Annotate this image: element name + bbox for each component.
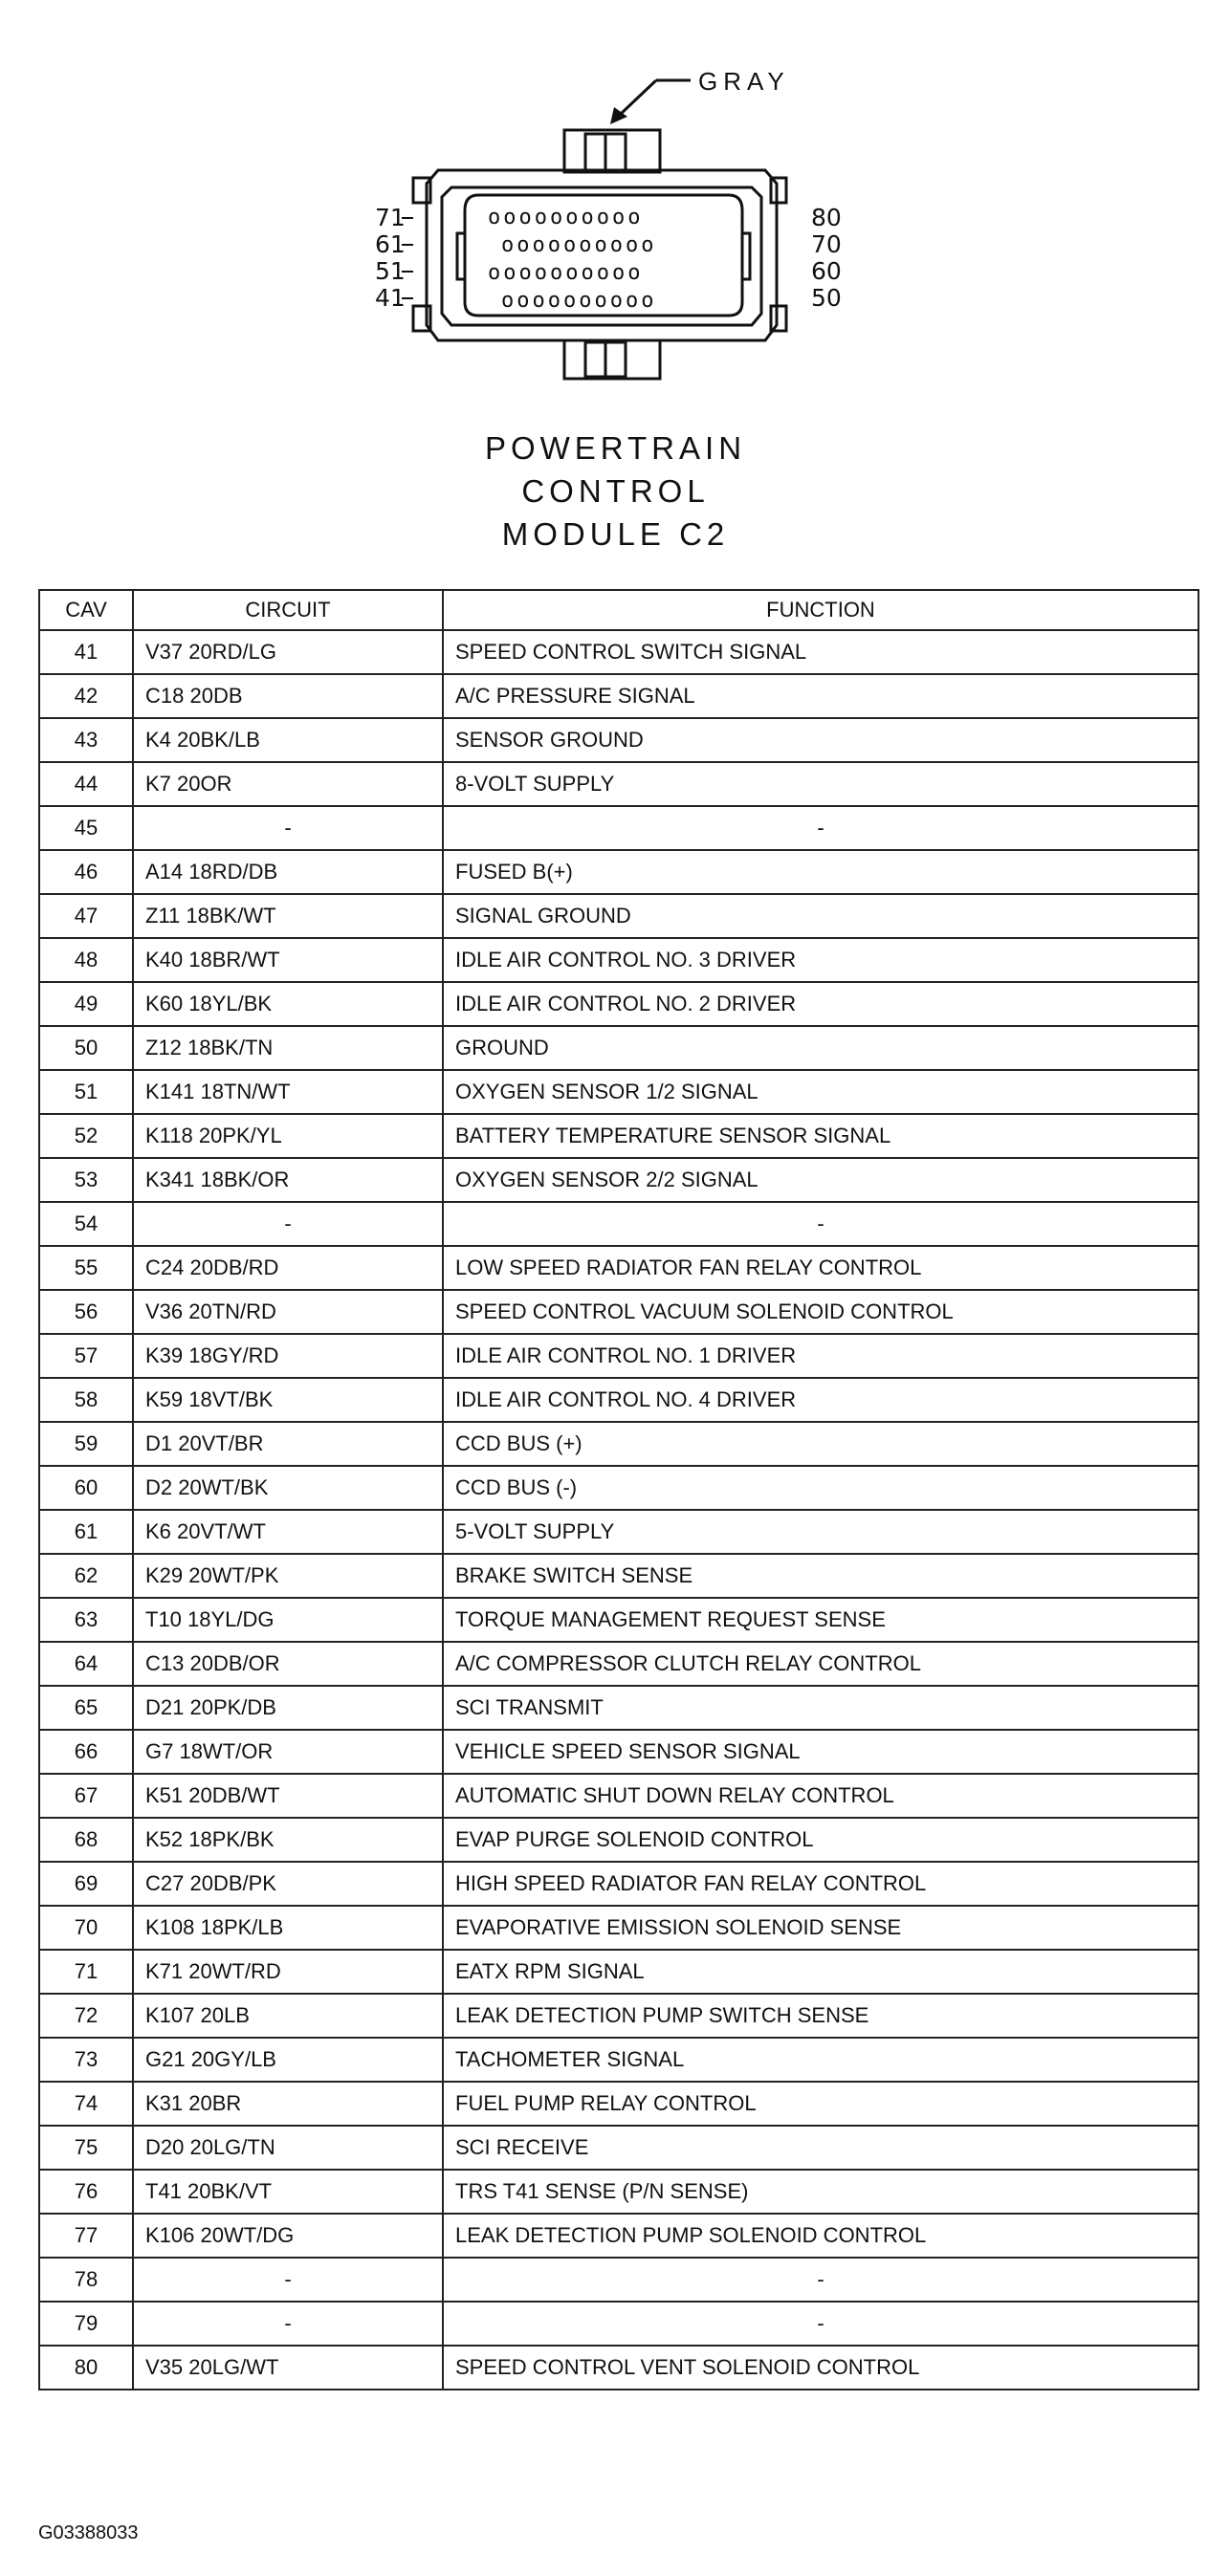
- circuit-cell: K7 20OR: [133, 762, 443, 806]
- cav-cell: 67: [39, 1774, 133, 1818]
- title-line: CONTROL: [521, 473, 710, 509]
- cav-cell: 61: [39, 1510, 133, 1554]
- circuit-cell: T10 18YL/DG: [133, 1598, 443, 1642]
- function-cell: TRS T41 SENSE (P/N SENSE): [443, 2170, 1198, 2214]
- function-cell: CCD BUS (+): [443, 1422, 1198, 1466]
- cav-cell: 51: [39, 1070, 133, 1114]
- cav-cell: 48: [39, 938, 133, 982]
- header-cav: CAV: [39, 590, 133, 630]
- function-cell: BATTERY TEMPERATURE SENSOR SIGNAL: [443, 1114, 1198, 1158]
- cav-cell: 79: [39, 2302, 133, 2346]
- circuit-cell: K4 20BK/LB: [133, 718, 443, 762]
- circuit-cell: D1 20VT/BR: [133, 1422, 443, 1466]
- cav-cell: 41: [39, 630, 133, 674]
- circuit-cell: -: [133, 2258, 443, 2302]
- table-row: [39, 982, 1198, 1026]
- pin-label-left: 61: [375, 230, 406, 258]
- circuit-cell: -: [133, 806, 443, 850]
- cav-cell: 58: [39, 1378, 133, 1422]
- pin-row-71-80: oooooooooo: [488, 206, 644, 229]
- table-row: [39, 2214, 1198, 2258]
- table-row: [39, 1730, 1198, 1774]
- function-cell: FUSED B(+): [443, 850, 1198, 894]
- circuit-cell: K31 20BR: [133, 2082, 443, 2126]
- table-row: [39, 2126, 1198, 2170]
- color-label: GRAY: [698, 67, 790, 96]
- cav-cell: 76: [39, 2170, 133, 2214]
- table-row: [39, 1642, 1198, 1686]
- circuit-cell: -: [133, 1202, 443, 1246]
- cav-cell: 74: [39, 2082, 133, 2126]
- cav-cell: 69: [39, 1862, 133, 1906]
- pin-row-61-70: oooooooooo: [501, 233, 657, 257]
- table-row: [39, 674, 1198, 718]
- table-row: [39, 1862, 1198, 1906]
- cav-cell: 43: [39, 718, 133, 762]
- circuit-cell: G7 18WT/OR: [133, 1730, 443, 1774]
- function-cell: CCD BUS (-): [443, 1466, 1198, 1510]
- function-cell: -: [443, 2302, 1198, 2346]
- circuit-cell: T41 20BK/VT: [133, 2170, 443, 2214]
- function-cell: TACHOMETER SIGNAL: [443, 2038, 1198, 2082]
- function-cell: BRAKE SWITCH SENSE: [443, 1554, 1198, 1598]
- function-cell: SPEED CONTROL SWITCH SIGNAL: [443, 630, 1198, 674]
- table-row: [39, 806, 1198, 850]
- circuit-cell: K39 18GY/RD: [133, 1334, 443, 1378]
- table-row: [39, 1466, 1198, 1510]
- title-line: POWERTRAIN: [484, 430, 747, 466]
- cav-cell: 70: [39, 1906, 133, 1950]
- cav-cell: 59: [39, 1422, 133, 1466]
- cav-cell: 75: [39, 2126, 133, 2170]
- table-row: [39, 1158, 1198, 1202]
- circuit-cell: K60 18YL/BK: [133, 982, 443, 1026]
- pin-label-left: 51: [375, 257, 406, 285]
- table-row: [39, 2346, 1198, 2390]
- pin-label-right: 70: [811, 230, 842, 258]
- function-cell: GROUND: [443, 1026, 1198, 1070]
- function-cell: EATX RPM SIGNAL: [443, 1950, 1198, 1994]
- cav-cell: 72: [39, 1994, 133, 2038]
- circuit-cell: K141 18TN/WT: [133, 1070, 443, 1114]
- function-cell: LEAK DETECTION PUMP SOLENOID CONTROL: [443, 2214, 1198, 2258]
- circuit-cell: V36 20TN/RD: [133, 1290, 443, 1334]
- circuit-cell: D21 20PK/DB: [133, 1686, 443, 1730]
- cav-cell: 68: [39, 1818, 133, 1862]
- cav-cell: 65: [39, 1686, 133, 1730]
- function-cell: LOW SPEED RADIATOR FAN RELAY CONTROL: [443, 1246, 1198, 1290]
- circuit-cell: D2 20WT/BK: [133, 1466, 443, 1510]
- cav-cell: 50: [39, 1026, 133, 1070]
- cav-cell: 44: [39, 762, 133, 806]
- function-cell: -: [443, 1202, 1198, 1246]
- function-cell: SPEED CONTROL VENT SOLENOID CONTROL: [443, 2346, 1198, 2390]
- pin-label-left: 41: [375, 284, 406, 312]
- connector-title: [0, 426, 1231, 556]
- table-body: [39, 630, 1198, 2390]
- table-row: [39, 2082, 1198, 2126]
- function-cell: IDLE AIR CONTROL NO. 3 DRIVER: [443, 938, 1198, 982]
- function-cell: SCI RECEIVE: [443, 2126, 1198, 2170]
- cav-cell: 60: [39, 1466, 133, 1510]
- table-row: [39, 894, 1198, 938]
- circuit-cell: K106 20WT/DG: [133, 2214, 443, 2258]
- circuit-cell: K107 20LB: [133, 1994, 443, 2038]
- cav-cell: 63: [39, 1598, 133, 1642]
- function-cell: OXYGEN SENSOR 2/2 SIGNAL: [443, 1158, 1198, 1202]
- cav-cell: 56: [39, 1290, 133, 1334]
- cav-cell: 49: [39, 982, 133, 1026]
- function-cell: TORQUE MANAGEMENT REQUEST SENSE: [443, 1598, 1198, 1642]
- table-row: [39, 2038, 1198, 2082]
- cav-cell: 73: [39, 2038, 133, 2082]
- table-row: [39, 1554, 1198, 1598]
- cav-cell: 66: [39, 1730, 133, 1774]
- table-row: [39, 1906, 1198, 1950]
- pin-label-right: 60: [811, 257, 842, 285]
- function-cell: HIGH SPEED RADIATOR FAN RELAY CONTROL: [443, 1862, 1198, 1906]
- pinout-table: [38, 589, 1199, 2390]
- function-cell: 5-VOLT SUPPLY: [443, 1510, 1198, 1554]
- circuit-cell: V35 20LG/WT: [133, 2346, 443, 2390]
- table-row: [39, 1202, 1198, 1246]
- connector-diagram: [0, 0, 1231, 411]
- function-cell: SPEED CONTROL VACUUM SOLENOID CONTROL: [443, 1290, 1198, 1334]
- circuit-cell: K341 18BK/OR: [133, 1158, 443, 1202]
- table-row: [39, 1818, 1198, 1862]
- circuit-cell: K29 20WT/PK: [133, 1554, 443, 1598]
- function-cell: OXYGEN SENSOR 1/2 SIGNAL: [443, 1070, 1198, 1114]
- header-circuit: CIRCUIT: [133, 590, 443, 630]
- function-cell: SENSOR GROUND: [443, 718, 1198, 762]
- pin-row-41-50: oooooooooo: [501, 289, 657, 313]
- cav-cell: 64: [39, 1642, 133, 1686]
- circuit-cell: C13 20DB/OR: [133, 1642, 443, 1686]
- cav-cell: 47: [39, 894, 133, 938]
- cav-cell: 55: [39, 1246, 133, 1290]
- table-row: [39, 1422, 1198, 1466]
- table-row: [39, 938, 1198, 982]
- table-row: [39, 1950, 1198, 1994]
- table-row: [39, 1598, 1198, 1642]
- cav-cell: 71: [39, 1950, 133, 1994]
- circuit-cell: K51 20DB/WT: [133, 1774, 443, 1818]
- cav-cell: 77: [39, 2214, 133, 2258]
- cav-cell: 52: [39, 1114, 133, 1158]
- table-row: [39, 1246, 1198, 1290]
- function-cell: IDLE AIR CONTROL NO. 1 DRIVER: [443, 1334, 1198, 1378]
- circuit-cell: K40 18BR/WT: [133, 938, 443, 982]
- function-cell: LEAK DETECTION PUMP SWITCH SENSE: [443, 1994, 1198, 2038]
- pin-label-right: 80: [811, 204, 842, 231]
- circuit-cell: V37 20RD/LG: [133, 630, 443, 674]
- table-row: [39, 718, 1198, 762]
- function-cell: A/C PRESSURE SIGNAL: [443, 674, 1198, 718]
- circuit-cell: K71 20WT/RD: [133, 1950, 443, 1994]
- function-cell: IDLE AIR CONTROL NO. 2 DRIVER: [443, 982, 1198, 1026]
- circuit-cell: C18 20DB: [133, 674, 443, 718]
- pin-row-51-60: oooooooooo: [488, 261, 644, 285]
- function-cell: IDLE AIR CONTROL NO. 4 DRIVER: [443, 1378, 1198, 1422]
- function-cell: SIGNAL GROUND: [443, 894, 1198, 938]
- table-row: [39, 2302, 1198, 2346]
- circuit-cell: Z11 18BK/WT: [133, 894, 443, 938]
- table-row: [39, 762, 1198, 806]
- cav-cell: 53: [39, 1158, 133, 1202]
- circuit-cell: -: [133, 2302, 443, 2346]
- table-row: [39, 1774, 1198, 1818]
- table-row: [39, 1378, 1198, 1422]
- function-cell: SCI TRANSMIT: [443, 1686, 1198, 1730]
- figure-id: G03388033: [38, 2522, 139, 2543]
- table-row: [39, 1686, 1198, 1730]
- circuit-cell: D20 20LG/TN: [133, 2126, 443, 2170]
- table-row: [39, 1114, 1198, 1158]
- table-header-row: [39, 590, 1198, 630]
- circuit-cell: K52 18PK/BK: [133, 1818, 443, 1862]
- function-cell: FUEL PUMP RELAY CONTROL: [443, 2082, 1198, 2126]
- function-cell: A/C COMPRESSOR CLUTCH RELAY CONTROL: [443, 1642, 1198, 1686]
- cav-cell: 46: [39, 850, 133, 894]
- circuit-cell: Z12 18BK/TN: [133, 1026, 443, 1070]
- cav-cell: 57: [39, 1334, 133, 1378]
- header-function: FUNCTION: [443, 590, 1198, 630]
- circuit-cell: K108 18PK/LB: [133, 1906, 443, 1950]
- table-row: [39, 2170, 1198, 2214]
- cav-cell: 42: [39, 674, 133, 718]
- table-row: [39, 1026, 1198, 1070]
- circuit-cell: G21 20GY/LB: [133, 2038, 443, 2082]
- cav-cell: 54: [39, 1202, 133, 1246]
- function-cell: -: [443, 806, 1198, 850]
- cav-cell: 45: [39, 806, 133, 850]
- circuit-cell: K118 20PK/YL: [133, 1114, 443, 1158]
- table-row: [39, 1070, 1198, 1114]
- table-row: [39, 2258, 1198, 2302]
- circuit-cell: C27 20DB/PK: [133, 1862, 443, 1906]
- function-cell: EVAPORATIVE EMISSION SOLENOID SENSE: [443, 1906, 1198, 1950]
- cav-cell: 62: [39, 1554, 133, 1598]
- circuit-cell: K6 20VT/WT: [133, 1510, 443, 1554]
- cav-cell: 80: [39, 2346, 133, 2390]
- table-row: [39, 1334, 1198, 1378]
- pin-label-left: 71: [375, 204, 406, 231]
- pin-label-right: 50: [811, 284, 842, 312]
- table-row: [39, 1290, 1198, 1334]
- circuit-cell: A14 18RD/DB: [133, 850, 443, 894]
- table-row: [39, 630, 1198, 674]
- circuit-cell: C24 20DB/RD: [133, 1246, 443, 1290]
- cav-cell: 78: [39, 2258, 133, 2302]
- circuit-cell: K59 18VT/BK: [133, 1378, 443, 1422]
- function-cell: AUTOMATIC SHUT DOWN RELAY CONTROL: [443, 1774, 1198, 1818]
- function-cell: VEHICLE SPEED SENSOR SIGNAL: [443, 1730, 1198, 1774]
- table-row: [39, 1994, 1198, 2038]
- function-cell: -: [443, 2258, 1198, 2302]
- table-row: [39, 1510, 1198, 1554]
- table-row: [39, 850, 1198, 894]
- function-cell: EVAP PURGE SOLENOID CONTROL: [443, 1818, 1198, 1862]
- function-cell: 8-VOLT SUPPLY: [443, 762, 1198, 806]
- title-line: MODULE C2: [501, 516, 730, 552]
